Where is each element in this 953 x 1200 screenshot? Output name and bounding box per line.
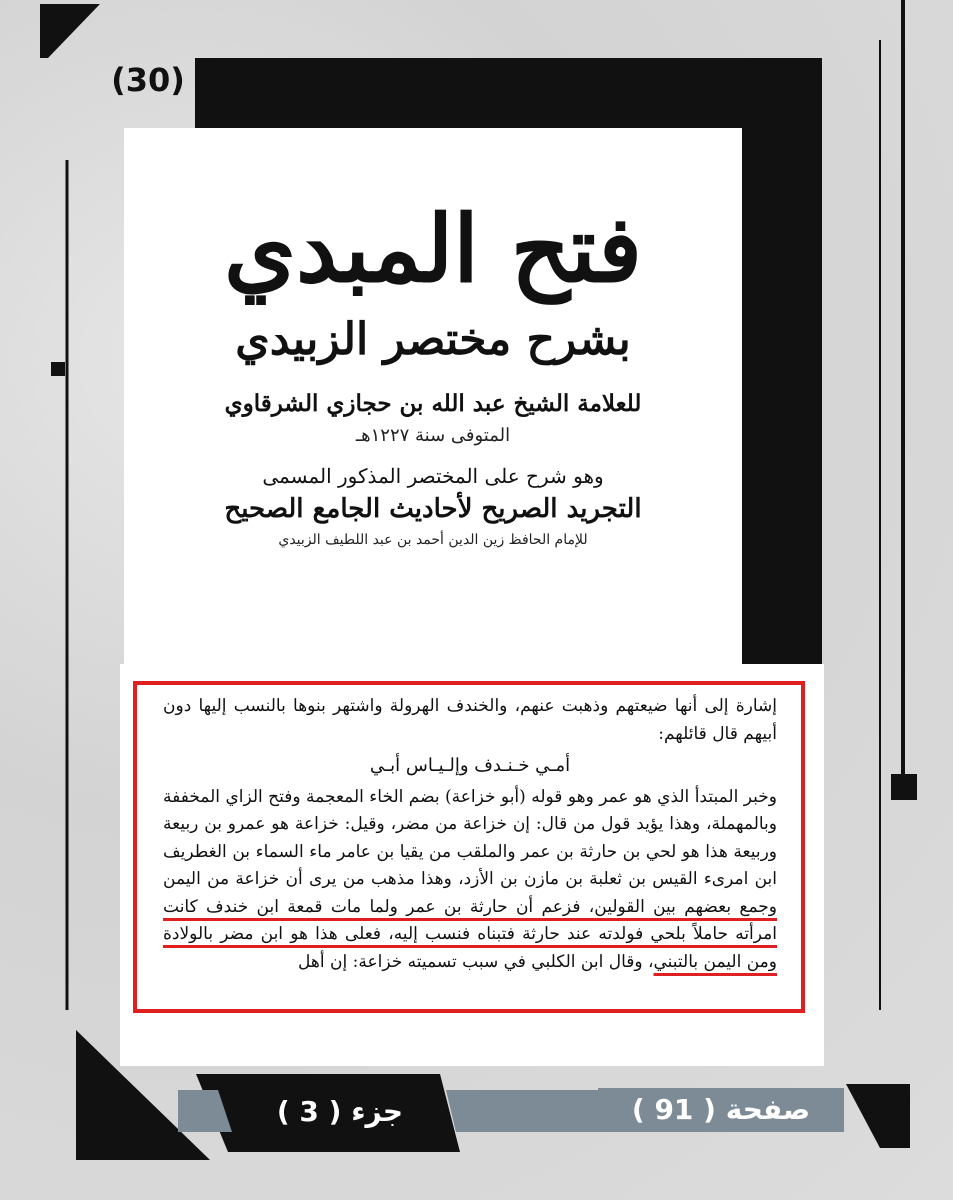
page-label: صفحة ( 91 ) xyxy=(631,1093,811,1126)
excerpt-paragraph-2 xyxy=(163,784,777,977)
page-number-badge: (30) xyxy=(111,61,185,99)
volume-label: جزء ( 3 ) xyxy=(276,1095,404,1128)
excerpt-text: وخبر المبتدأ الذي هو عمر وهو قوله (أبو خزاعة) بضم الخاء المعجمة وفتح الزاي المخففة وبالمهملة، وهذا يؤيد قول من قال: إن خزاعة من مضر، وقيل: خزاعة هو عمرو بن ربيعة وربيعة هذا هو لحي بن حارثة بن عمر والملقب من يقيا بن عامر ماء السماء بن الغطريف ابن امرىء القيس بن ثعلبة بن مازن بن الأزد، وهذا مذهب من يرى أن خزاعة من اليمن xyxy=(163,786,777,889)
highlighted-excerpt xyxy=(133,681,805,1013)
original-book-author: للإمام الحافظ زين الدين أحمد بن عبد اللطيف الزبيدي xyxy=(278,532,588,548)
author-death-date: المتوفى سنة ١٢٢٧هـ xyxy=(355,425,511,446)
original-book-title: التجريد الصريح لأحاديث الجامع الصحيح xyxy=(224,494,642,524)
excerpt-paragraph-1: إشارة إلى أنها ضيعتهم وذهبت عنهم، والخندف الهرولة واشتهر بنوها بالنسب إليها دون أبيهم قال قائلهم: xyxy=(163,696,777,744)
book-title: فتح المبدي xyxy=(224,195,642,303)
book-cover xyxy=(124,128,742,664)
underlined-passage: وجمع بعضهم بين القولين، فزعم أن حارثة بن عمر ولما مات قمعة ابن خندف كانت امرأته حاملاً بلحي فولدته عند حارثة فتبناه فنسب إليه، فعلى هذا هو ابن مضر بالولادة ومن اليمن بالتبني xyxy=(163,896,777,972)
excerpt-text-end: ، وقال ابن الكلبي في سبب تسميته خزاعة: إن أهل xyxy=(298,951,654,972)
book-description: وهو شرح على المختصر المذكور المسمى xyxy=(262,464,604,488)
book-author: للعلامة الشيخ عبد الله بن حجازي الشرقاوي xyxy=(224,390,642,417)
excerpt-verse: أمـي خـنـدف وإلـيـاس أبـي xyxy=(369,755,571,776)
book-subtitle: بشرح مختصر الزبيدي xyxy=(235,314,631,365)
